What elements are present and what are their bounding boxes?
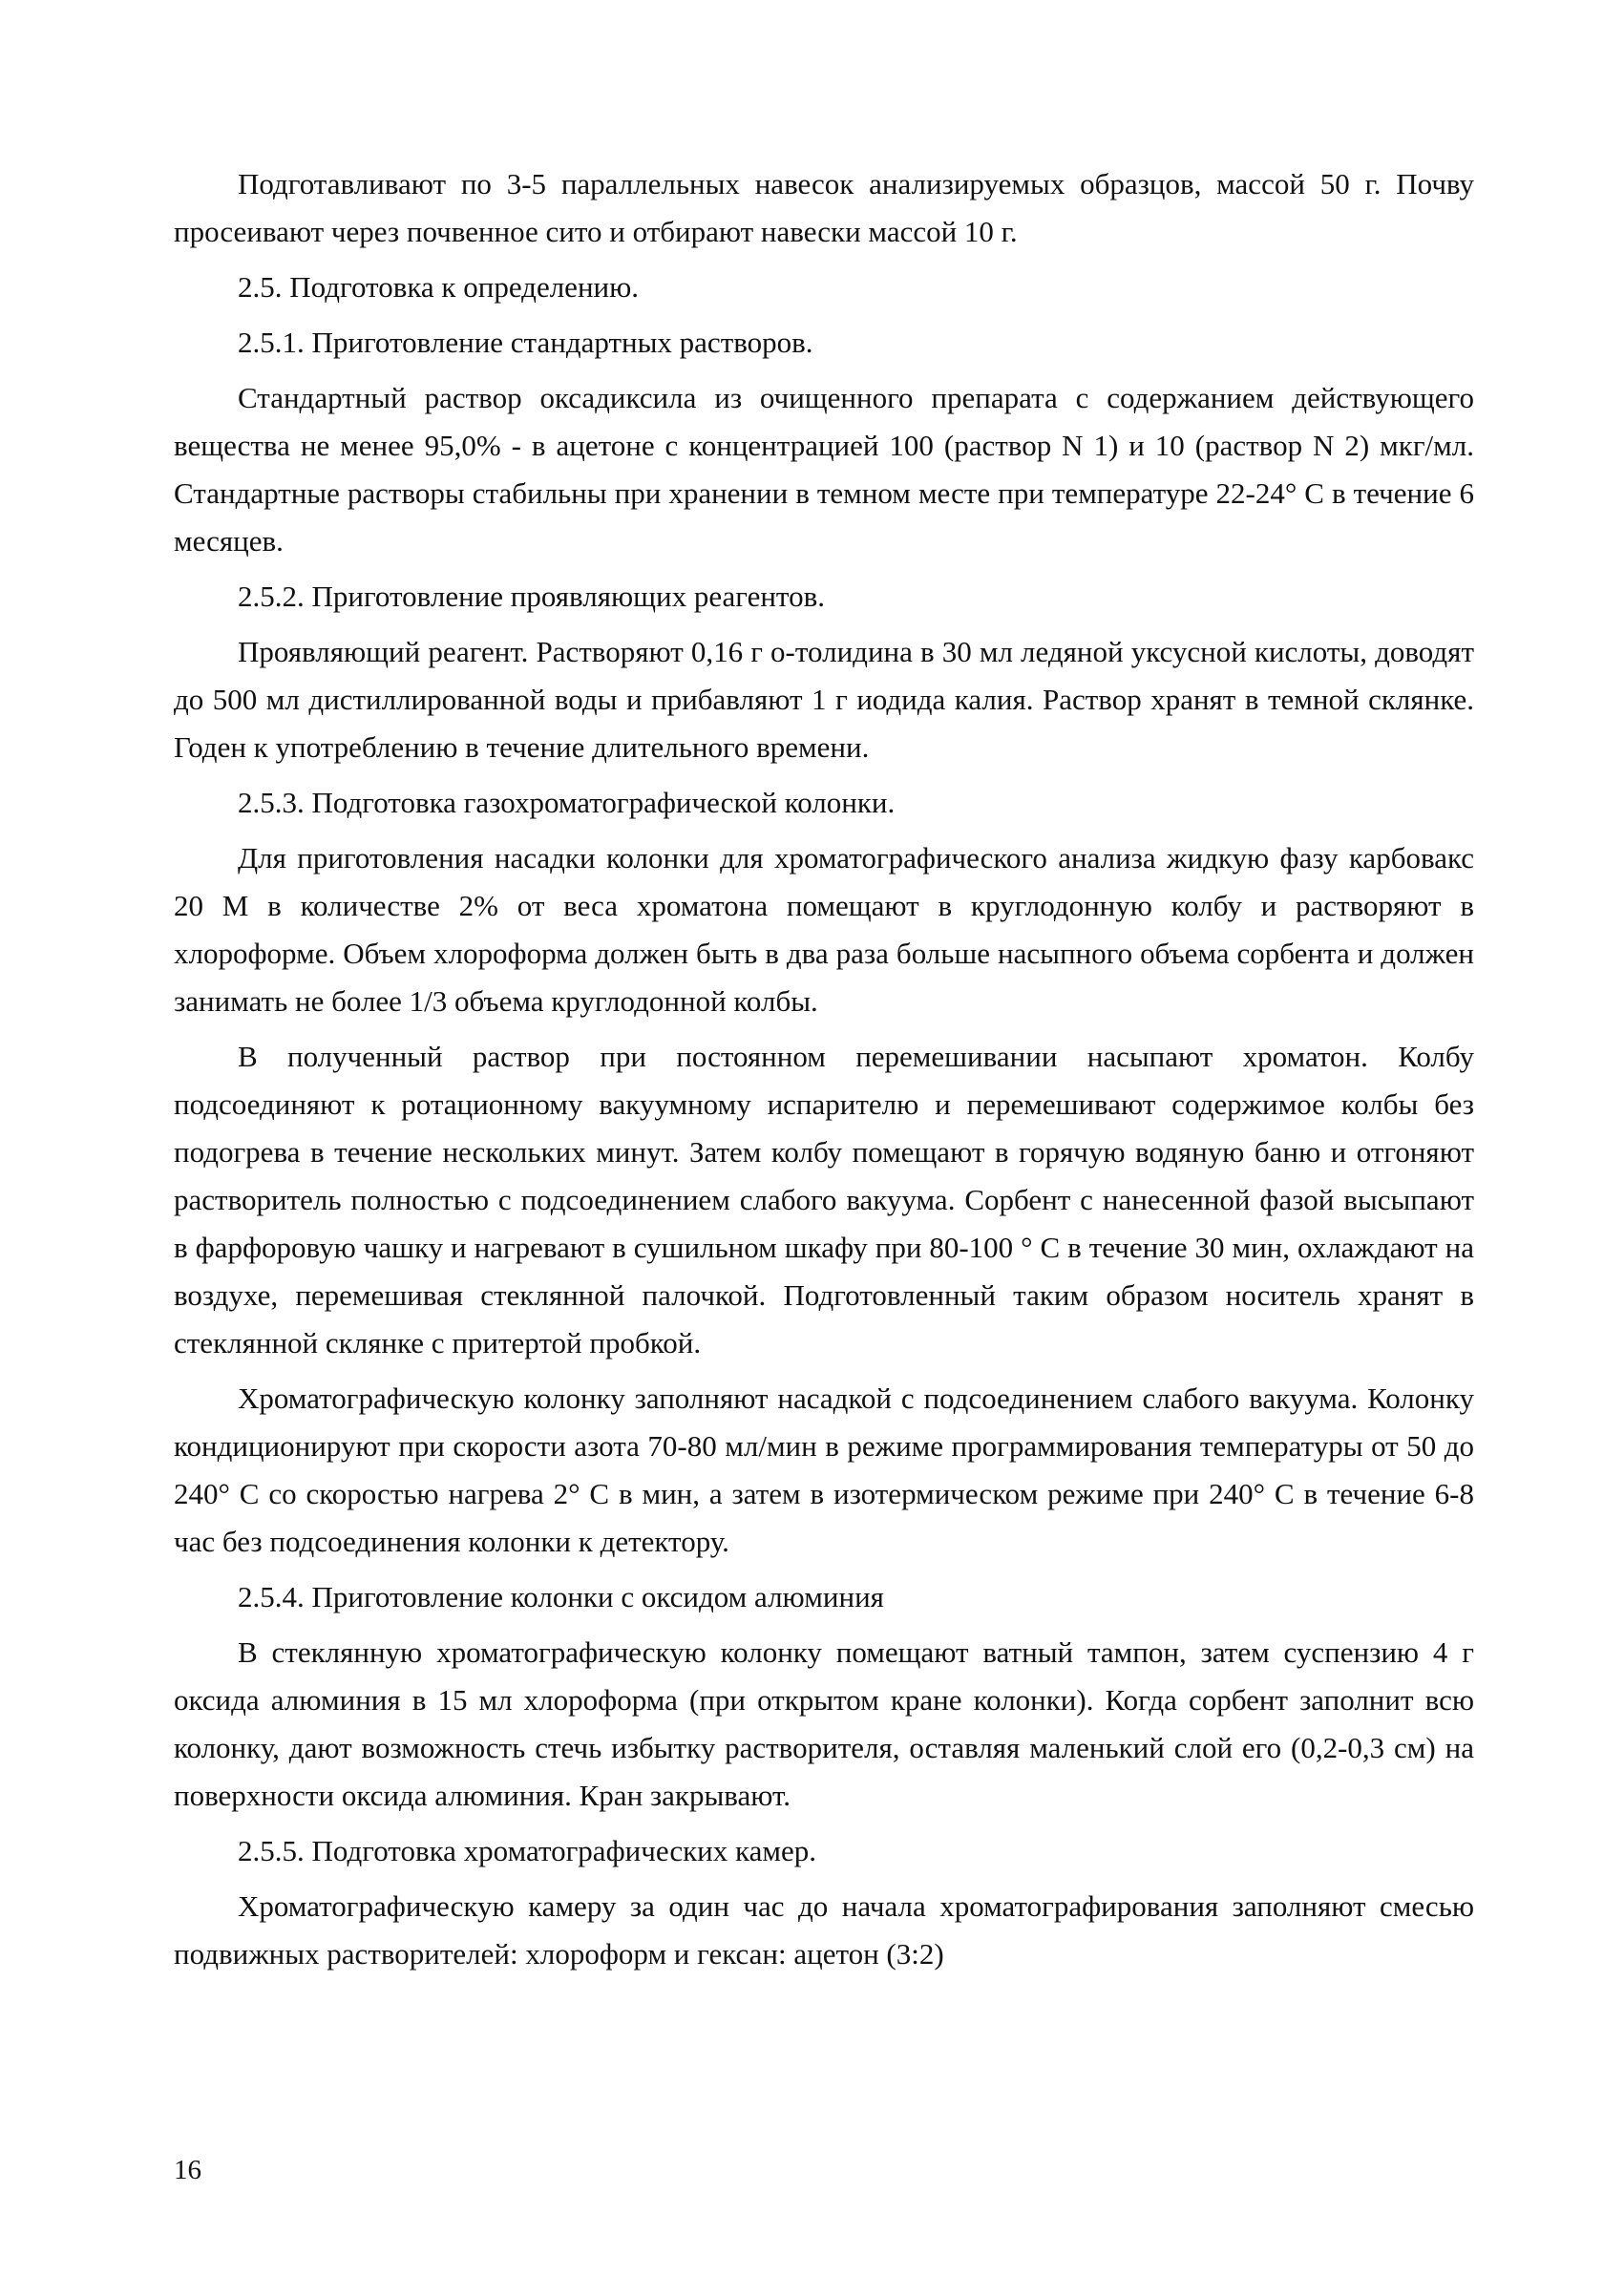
paragraph-chamber-prep: Хроматографическую камеру за один час до начала хроматографирования заполняют смесью подвижных растворителей: хлороформ и гексан: ацетон (3:2) — [174, 1889, 1474, 1971]
paragraph-standard-solution: Стандартный раствор оксадиксила из очищенного препарата с содержанием действующего вещества не менее 95,0% - в ацетоне с концентрацией 100 (раствор N 1) и 10 (раствор N 2) мкг/мл. Стандартные растворы стабильны при хранении в темном месте при температуре 22-24° С в течение 6 месяцев. — [174, 381, 1474, 558]
section-heading-2-5-5: 2.5.5. Подготовка хроматографических камер. — [238, 1834, 816, 1867]
section-heading-2-5: 2.5. Подготовка к определению. — [238, 270, 640, 304]
body-text — [174, 160, 1474, 1986]
section-heading-2-5-4: 2.5.4. Приготовление колонки с оксидом алюминия — [238, 1580, 884, 1613]
paragraph-sample-prep: Подготавливают по 3-5 параллельных навесок анализируемых образцов, массой 50 г. Почву просеивают через почвенное сито и отбирают навески массой 10 г. — [174, 167, 1474, 248]
paragraph-developing-reagent: Проявляющий реагент. Растворяют 0,16 г о-толидина в 30 мл ледяной уксусной кислоты, доводят до 500 мл дистиллированной воды и прибавляют 1 г иодида калия. Раствор хранят в темной склянке. Годен к употреблению в течение длительного времени. — [174, 635, 1474, 764]
paragraph-chromaton-mixing: В полученный раствор при постоянном перемешивании насыпают хроматон. Колбу подсоединяют к ротационному вакуумному испарителю и перемешивают содержимое колбы без подогрева в течение нескольких минут. Затем колбу помещают в горячую водяную баню и отгоняют растворитель полностью с подсоединением слабого вакуума. Сорбент с нанесенной фазой высыпают в фарфоровую чашку и нагревают в сушильном шкафу при 80-100 ° С в течение 30 мин, охлаждают на воздухе, перемешивая стеклянной палочкой. Подготовленный таким образом носитель хранят в стеклянной склянке с притертой пробкой. — [174, 1040, 1474, 1360]
paragraph-column-conditioning: Хроматографическую колонку заполняют насадкой с подсоединением слабого вакуума. Колонку кондиционируют при скорости азота 70-80 мл/мин в режиме программирования температуры от 50 до 240° С со скоростью нагрева 2° С в мин, а затем в изотермическом режиме при 240° С в течение 6-8 час без подсоединения колонки к детектору. — [174, 1381, 1474, 1558]
paragraph-column-packing: Для приготовления насадки колонки для хроматографического анализа жидкую фазу карбовакс 20 М в количестве 2% от веса хроматона помещают в круглодонную колбу и растворяют в хлороформе. Объем хлороформа должен быть в два раза больше насыпного объема сорбента и должен занимать не более 1/3 объема круглодонной колбы. — [174, 841, 1474, 1018]
section-heading-2-5-1: 2.5.1. Приготовление стандартных растворов. — [238, 326, 813, 359]
page-number: 16 — [174, 2155, 201, 2185]
section-heading-2-5-3: 2.5.3. Подготовка газохроматографической колонки. — [238, 786, 896, 819]
section-heading-2-5-2: 2.5.2. Приготовление проявляющих реагентов. — [238, 580, 825, 613]
paragraph-alumina-column: В стеклянную хроматографическую колонку помещают ватный тампон, затем суспензию 4 г оксида алюминия в 15 мл хлороформа (при открытом кране колонки). Когда сорбент заполнит всю колонку, дают возможность стечь избытку растворителя, оставляя маленький слой его (0,2-0,3 см) на поверхности оксида алюминия. Кран закрывают. — [174, 1635, 1474, 1812]
